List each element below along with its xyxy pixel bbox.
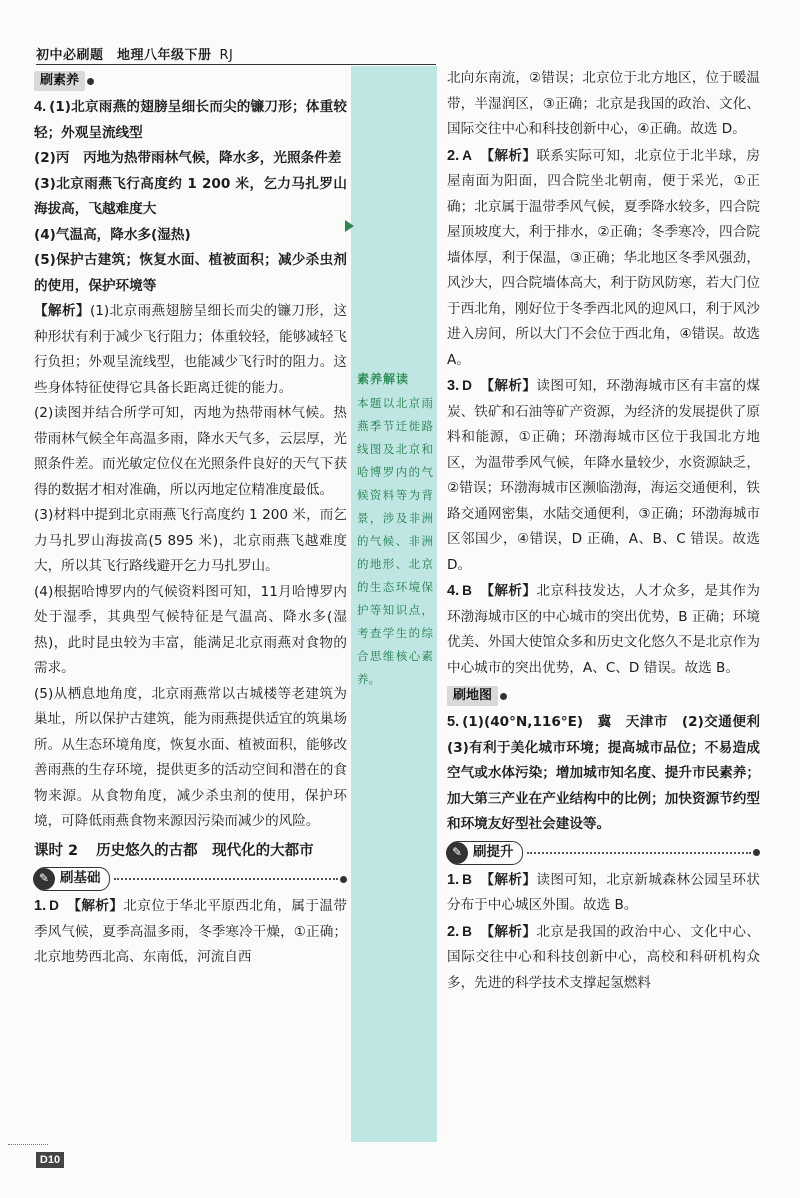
sidebar-suyang-jiedu bbox=[351, 66, 437, 1142]
answer-letter: B bbox=[462, 871, 472, 887]
question-4 bbox=[34, 95, 347, 835]
analysis-para-4: (4)根据哈博罗内的气候资料图可知，11月哈博罗内处于湿季，其典型气候特征是气温高、降水多(湿热)，此时昆虫较为丰富，能满足北京雨燕对食物的需求。 bbox=[34, 583, 347, 676]
corner-dots bbox=[8, 1144, 48, 1145]
sidebar-body: 本题以北京雨燕季节迁徙路线图及北京和哈博罗内的气候资料等为背景，涉及非洲的气候、非洲的地形、北京的生态环境保护等知识点，考查学生的综合思维核心素养。 bbox=[357, 396, 433, 686]
question-5 bbox=[447, 710, 774, 838]
dotted-rule bbox=[527, 852, 752, 854]
analysis-para-1: (1)北京雨燕翅膀呈细长而尖的镰刀形，这种形状有利于减少飞行阻力；体重较轻，能够减轻飞行负担；外观呈流线型，也能减少飞行时的阻力。这些身体特征使得它具备长距离迁徙的能力。 bbox=[34, 303, 347, 396]
answer-line-5: (5)保护古建筑；恢复水面、植被面积；减少杀虫剂的使用，保护环境等 bbox=[34, 252, 347, 294]
section-label-map: 刷地图 bbox=[447, 686, 498, 706]
analysis-tag: 【解析】 bbox=[479, 378, 537, 394]
badge-basic bbox=[34, 867, 110, 891]
header-edition: RJ bbox=[219, 48, 234, 63]
question-3 bbox=[447, 373, 760, 578]
analysis-para-2: (2)读图并结合所学可知，丙地为热带雨林气候。热带雨林气候全年高温多雨，降水天气多，云层厚，光照条件差。而光敏定位仪在光照条件良好的天气下获得的数据才相对准确，所以丙地定位精准度最低。 bbox=[34, 405, 347, 498]
question-number: 2. bbox=[447, 923, 460, 940]
section-basic bbox=[34, 866, 347, 892]
pencil-icon: ✎ bbox=[446, 842, 468, 864]
section-dot bbox=[340, 876, 347, 883]
header-title: 初中必刷题 地理八年级下册 bbox=[36, 48, 212, 63]
answer-line-3: (3)北京雨燕飞行高度约 1 200 米，乞力马扎罗山海拔高，飞越难度大 bbox=[34, 175, 347, 217]
right-column bbox=[447, 66, 774, 996]
improve-question-1 bbox=[447, 867, 760, 919]
pencil-icon: ✎ bbox=[33, 868, 55, 890]
answer-text: (1)(40°N,116°E) 冀 天津市 (2)交通便利 (3)有利于美化城市环境；提高城市品位；不易造成空气或水体污染；增加城市知名度、提升市民素养；加大第三产业在产业结构中的比例；加快资源节约型和环境友好型社会建设等。 bbox=[447, 714, 774, 832]
question-number: 4. bbox=[447, 583, 460, 599]
dotted-rule bbox=[114, 878, 339, 880]
section-map bbox=[447, 683, 760, 709]
answer-letter: D bbox=[462, 378, 472, 393]
question-4 bbox=[447, 578, 760, 681]
section-dot bbox=[87, 78, 94, 85]
section-label-suyang: 刷素养 bbox=[34, 71, 85, 91]
lesson-label: 课时 2 bbox=[34, 842, 79, 859]
analysis-tag: 【解析】 bbox=[479, 147, 537, 164]
badge-improve bbox=[447, 841, 523, 865]
answer-line-1: (1)北京雨燕的翅膀呈细长而尖的镰刀形；体重较轻；外观呈流线型 bbox=[34, 99, 347, 141]
analysis-para-3: (3)材料中提到北京雨燕飞行高度约 1 200 米，而乞力马扎罗山海拔高(5 895 米)，北京雨燕飞越难度大，所以其飞行路线避开乞力马扎罗山。 bbox=[34, 507, 347, 574]
analysis-tag: 【解析】 bbox=[479, 583, 537, 599]
badge-improve-label: 刷提升 bbox=[473, 843, 514, 860]
analysis-tag: 【解析】 bbox=[66, 898, 124, 914]
question-number: 3. bbox=[447, 378, 460, 394]
analysis-tag: 【解析】 bbox=[479, 871, 537, 888]
answer-line-4: (4)气温高，降水多(湿热) bbox=[34, 226, 191, 243]
analysis-text: 北京是我国的政治中心、文化中心、国际交往中心和科技创新中心，高校和科研机构众多，先进的科学技术支撑起氢燃料 bbox=[447, 923, 761, 991]
question-2 bbox=[447, 143, 760, 374]
section-dot bbox=[500, 693, 507, 700]
badge-basic-label: 刷基础 bbox=[60, 870, 101, 887]
section-improve bbox=[447, 840, 760, 866]
section-dot bbox=[753, 849, 760, 856]
question-number: 5. bbox=[447, 714, 460, 730]
analysis-tag: 【解析】 bbox=[479, 923, 537, 940]
analysis-tag: 【解析】 bbox=[34, 303, 90, 319]
answer-letter: B bbox=[462, 583, 472, 598]
analysis-para-5: (5)从栖息地角度，北京雨燕常以古城楼等老建筑为巢址，所以保护古建筑，能为雨燕提供适宜的筑巢场所。从生态环境角度，恢复水面、植被面积，能够改善雨燕的生存环境，提供更多的活动空间和潜在的食物来源。从食物角度，减少杀虫剂的使用，保护环境，可降低雨燕食物来源因污染而减少的风险。 bbox=[34, 685, 347, 829]
analysis-text: 联系实际可知，北京位于北半球，房屋南面为阳面，四合院坐北朝南，便于采光，①正确；北京属于温带季风气候，夏季降水较多，四合院屋顶坡度大，利于排水，②正确；冬季寒冷，四合院墙体厚，利于保温，③正确；华北地区冬季风强劲，风沙大，四合院墙体高大，利于防风防寒，若大门位于西北角，刚好位于冬季西北风的迎风口，利于风沙进入房间，所以大门不会位于西北角，④错误。故选 A。 bbox=[447, 147, 761, 368]
lesson-title bbox=[34, 839, 347, 865]
question-number: 2. bbox=[447, 147, 460, 164]
question-number: 1. bbox=[447, 871, 460, 888]
answer-letter: B bbox=[462, 923, 472, 939]
question-1-continued: 北向东南流，②错误；北京位于北方地区，位于暖温带，半湿润区，③正确；北京是我国的政治、文化、国际交往中心和科技创新中心，④正确。故选 D。 bbox=[447, 70, 760, 137]
sidebar-title: 素养解读 bbox=[357, 372, 410, 386]
pointer-arrow-icon bbox=[345, 220, 354, 232]
lesson-name: 历史悠久的古都 现代化的大都市 bbox=[96, 842, 314, 859]
sidebar-content bbox=[357, 368, 433, 691]
question-number: 4. bbox=[34, 99, 47, 115]
left-column bbox=[34, 66, 347, 971]
answer-letter: A bbox=[462, 147, 472, 163]
improve-question-2 bbox=[447, 919, 760, 997]
analysis-text: 读图可知，北京新城森林公园呈环状分布于中心城区外围。故选 B。 bbox=[447, 871, 761, 913]
running-header bbox=[36, 44, 233, 63]
analysis-text: 北京科技发达，人才众多，是其作为环渤海城市区的中心城市的突出优势，B 正确；环境优美、外国大使馆众多和历史文化悠久不是北京作为中心城市的突出优势，A、C、D 错误。故选 B。 bbox=[447, 583, 761, 676]
analysis-text: 北京位于华北平原西北角，属于温带季风气候，夏季高温多雨，冬季寒冷干燥，①正确；北京地势西北高、东南低，河流自西 bbox=[34, 898, 348, 965]
analysis-text: 读图可知，环渤海城市区有丰富的煤炭、铁矿和石油等矿产资源，为经济的发展提供了原料和能源，①正确；环渤海城市区位于我国北方地区，为温带季风气候，年降水量较少，水资源缺乏，②错误；环渤海城市区濒临渤海，海运交通便利，铁路交通网密集，水陆交通便利，③正确；环渤海城市区邻国少，④错误，D 正确，A、B、C 错误。故选 D。 bbox=[447, 378, 761, 573]
answer-line-2: (2)丙 丙地为热带雨林气候，降水多，光照条件差 bbox=[34, 150, 342, 166]
header-rule bbox=[36, 64, 436, 65]
question-number: 1. bbox=[34, 898, 47, 914]
page-number: D10 bbox=[36, 1152, 64, 1168]
question-1 bbox=[34, 893, 347, 971]
answer-letter: D bbox=[49, 898, 59, 913]
section-suyang bbox=[34, 68, 347, 94]
